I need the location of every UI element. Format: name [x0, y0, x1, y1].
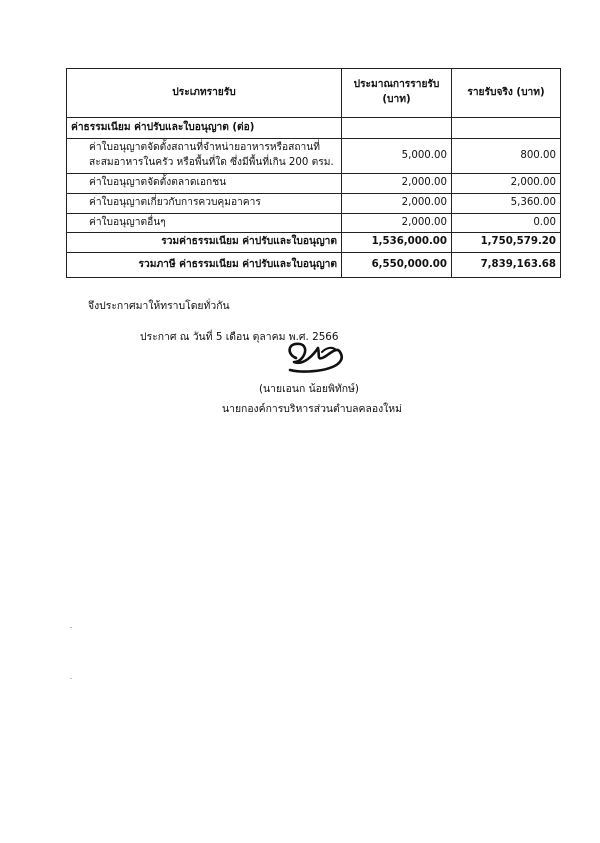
table-row — [67, 174, 561, 194]
category-actual-empty — [452, 118, 561, 139]
row-estimate: 2,000.00 — [342, 193, 452, 213]
category-label: ค่าธรรมเนียม ค่าปรับและใบอนุญาต (ต่อ) — [67, 118, 342, 139]
table-row — [67, 213, 561, 233]
signature-image — [282, 332, 352, 380]
row-actual: 800.00 — [452, 139, 561, 174]
announce-date: ประกาศ ณ วันที่ 5 เดือน ตุลาคม พ.ศ. 2566 — [140, 331, 339, 343]
row-estimate: 5,000.00 — [342, 139, 452, 174]
row-label: ค่าใบอนุญาตจัดตั้งสถานที่จำหน่ายอาหารหรือสถานที่สะสมอาหารในครัว หรือพื้นที่ใด ซึ่งมีพื้นที่เกิน 200 ตรม. — [67, 139, 342, 174]
row-estimate: 2,000.00 — [342, 174, 452, 194]
subtotal-row — [67, 233, 561, 253]
table-header-row — [67, 69, 561, 118]
total-label: รวมภาษี ค่าธรรมเนียม ค่าปรับและใบอนุญาต — [67, 253, 342, 278]
total-actual: 7,839,163.68 — [452, 253, 561, 278]
header-estimate: ประมาณการรายรับ (บาท) — [342, 69, 452, 118]
row-label: ค่าใบอนุญาตจัดตั้งตลาดเอกชน — [67, 174, 342, 194]
table-row — [67, 193, 561, 213]
header-actual: รายรับจริง (บาท) — [452, 69, 561, 118]
signer-title: นายกองค์การบริหารส่วนตำบลคลองใหม่ — [222, 403, 402, 415]
margin-mark — [70, 627, 72, 628]
row-label: ค่าใบอนุญาตอื่นๆ — [67, 213, 342, 233]
header-category: ประเภทรายรับ — [67, 69, 342, 118]
announcement-text: จึงประกาศมาให้ทราบโดยทั่วกัน — [88, 300, 230, 312]
subtotal-label: รวมค่าธรรมเนียม ค่าปรับและใบอนุญาต — [67, 233, 342, 253]
row-actual: 0.00 — [452, 213, 561, 233]
subtotal-estimate: 1,536,000.00 — [342, 233, 452, 253]
total-row — [67, 253, 561, 278]
margin-mark — [70, 678, 72, 679]
category-row — [67, 118, 561, 139]
revenue-table — [66, 68, 561, 278]
category-estimate-empty — [342, 118, 452, 139]
total-estimate: 6,550,000.00 — [342, 253, 452, 278]
signer-name: (นายเอนก น้อยพิทักษ์) — [259, 383, 359, 395]
row-estimate: 2,000.00 — [342, 213, 452, 233]
row-actual: 2,000.00 — [452, 174, 561, 194]
table-row — [67, 139, 561, 174]
row-label: ค่าใบอนุญาตเกี่ยวกับการควบคุมอาคาร — [67, 193, 342, 213]
subtotal-actual: 1,750,579.20 — [452, 233, 561, 253]
row-actual: 5,360.00 — [452, 193, 561, 213]
